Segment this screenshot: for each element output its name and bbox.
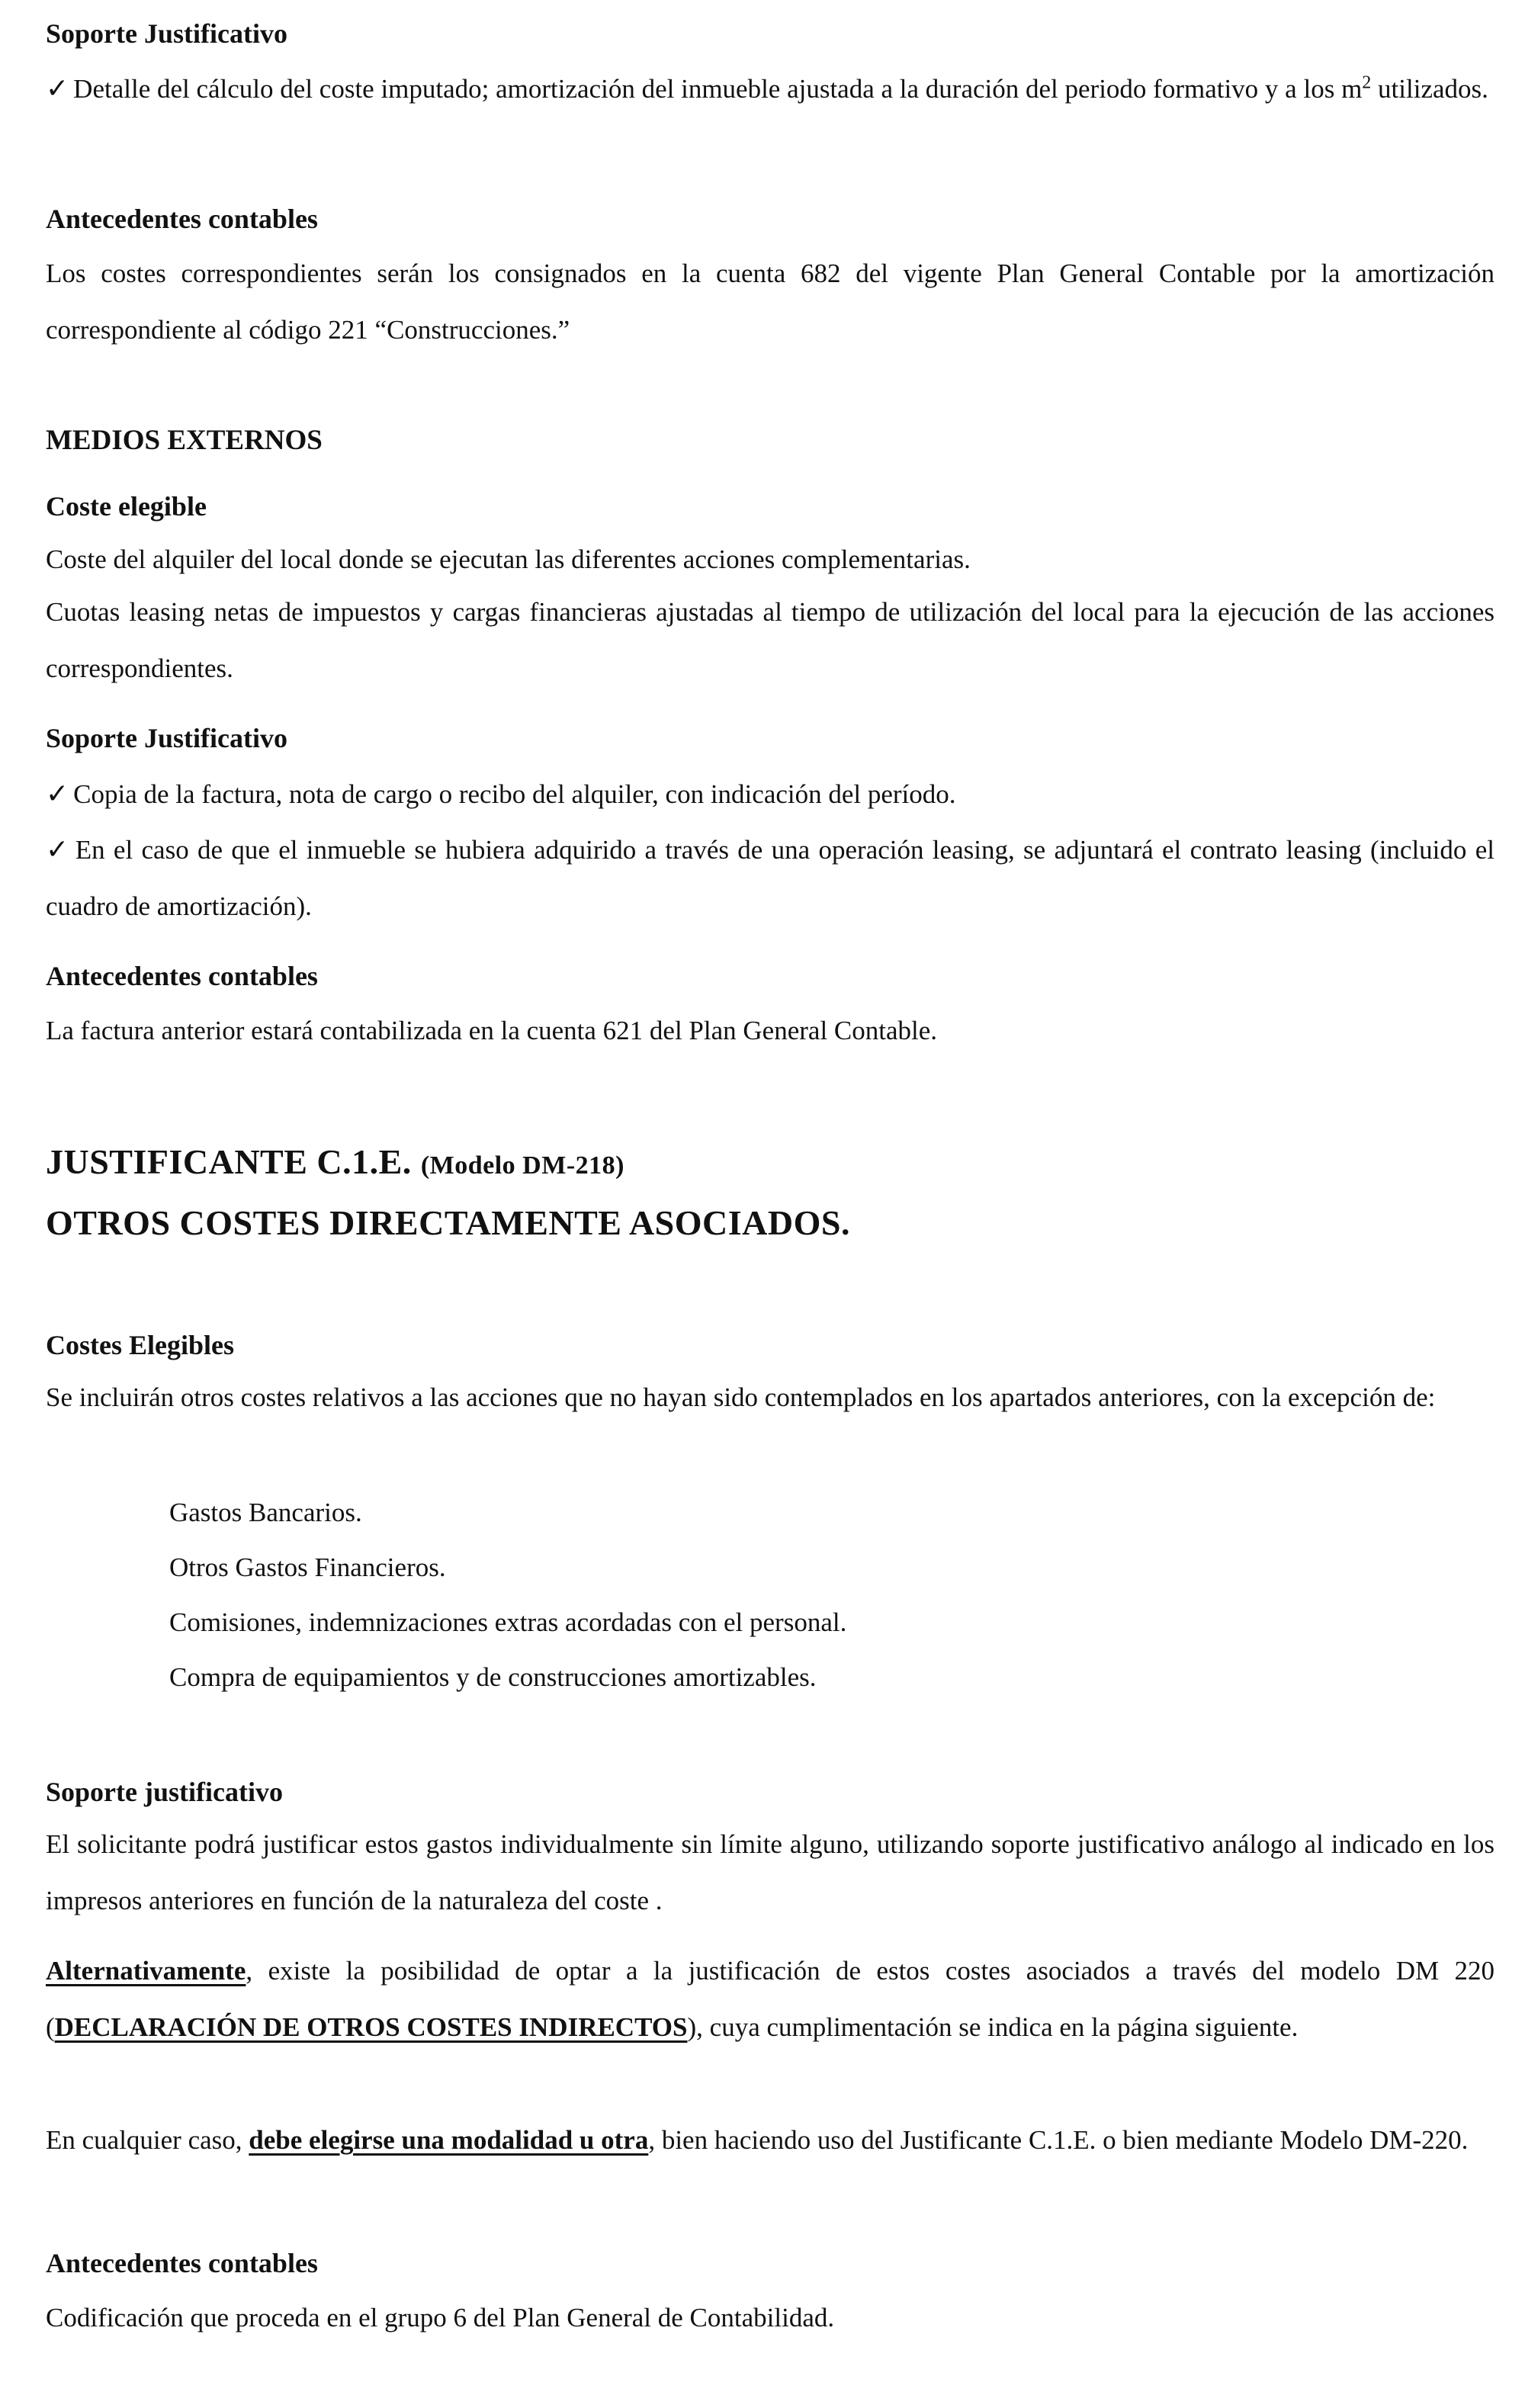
alternativamente-paragraph: Alternativamente, existe la posibilidad de optar a la justificación de estos costes asociados a través del modelo DM 220 (DECLARACIÓN DE OTROS COSTES INDIRECTOS), cuya cumplimentación se indica en la página siguiente.	[46, 1956, 1494, 2042]
antecedentes-text-2: La factura anterior estará contabilizada en la cuenta 621 del Plan General Contable.	[46, 1016, 938, 1045]
checkmark-icon: ✓	[46, 779, 69, 810]
exception-item: Otros Gastos Financieros.	[169, 1552, 446, 1582]
exception-item: Compra de equipamientos y de construcciones amortizables.	[169, 1662, 817, 1692]
heading-coste-elegible: Coste elegible	[46, 491, 207, 522]
soporte-text: El solicitante podrá justificar estos gastos individualmente sin límite alguno, utilizando soporte justificativo análogo al indicado en los impresos anteriores en función de la naturaleza del coste .	[46, 1829, 1494, 1915]
heading-antecedentes-contables-3: Antecedentes contables	[46, 2248, 318, 2278]
costes-elegibles-text: Se incluirán otros costes relativos a las acciones que no hayan sido contemplados en los apartados anteriores, con la excepción de:	[46, 1382, 1436, 1412]
heading-costes-elegibles: Costes Elegibles	[46, 1330, 234, 1360]
heading-soporte-justificativo-2: Soporte Justificativo	[46, 723, 287, 753]
otros-costes-subtitle: OTROS COSTES DIRECTAMENTE ASOCIADOS.	[46, 1203, 850, 1242]
checkmark-icon: ✓	[46, 834, 71, 865]
coste-line-1: Coste del alquiler del local donde se ejecutan las diferentes acciones complementarias.	[46, 544, 971, 574]
check-item-detalle: ✓ Detalle del cálculo del coste imputado; amortización del inmueble ajustada a la duración del periodo formativo y a los $m^2$ utilizados.	[46, 72, 1488, 104]
modalidad-paragraph: En cualquier caso, debe elegirse una modalidad u otra, bien haciendo uso del Justificante C.1.E. o bien mediante Modelo DM-220.	[46, 2125, 1469, 2155]
coste-line-2: Cuotas leasing netas de impuestos y cargas financieras ajustadas al tiempo de utilización del local para la ejecución de las acciones correspondientes.	[46, 597, 1494, 683]
exception-item: Comisiones, indemnizaciones extras acordadas con el personal.	[169, 1607, 847, 1637]
antecedentes-text-1: Los costes correspondientes serán los consignados en la cuenta 682 del vigente Plan General Contable por la amortización correspondiente al código 221 “Construcciones.”	[46, 258, 1494, 345]
heading-soporte-justificativo-3: Soporte justificativo	[46, 1777, 283, 1807]
checkmark-icon: ✓	[46, 73, 69, 104]
exception-item: Gastos Bancarios.	[169, 1498, 362, 1527]
heading-soporte-justificativo-1: Soporte Justificativo	[46, 18, 287, 49]
antecedentes-text-3: Codificación que proceda en el grupo 6 del Plan General de Contabilidad.	[46, 2303, 835, 2333]
justificante-title: JUSTIFICANTE C.1.E. (Modelo DM-218)	[46, 1142, 624, 1181]
check-item-leasing: ✓ En el caso de que el inmueble se hubiera adquirido a través de una operación leasing, se adjuntará el contrato leasing (incluido el cuadro de amortización).	[46, 834, 1494, 921]
heading-antecedentes-contables-1: Antecedentes contables	[46, 204, 318, 234]
heading-antecedentes-contables-2: Antecedentes contables	[46, 961, 318, 991]
medios-externos-title: MEDIOS EXTERNOS	[46, 425, 323, 456]
check-item-copia-factura: ✓ Copia de la factura, nota de cargo o recibo del alquiler, con indicación del período.	[46, 779, 956, 810]
